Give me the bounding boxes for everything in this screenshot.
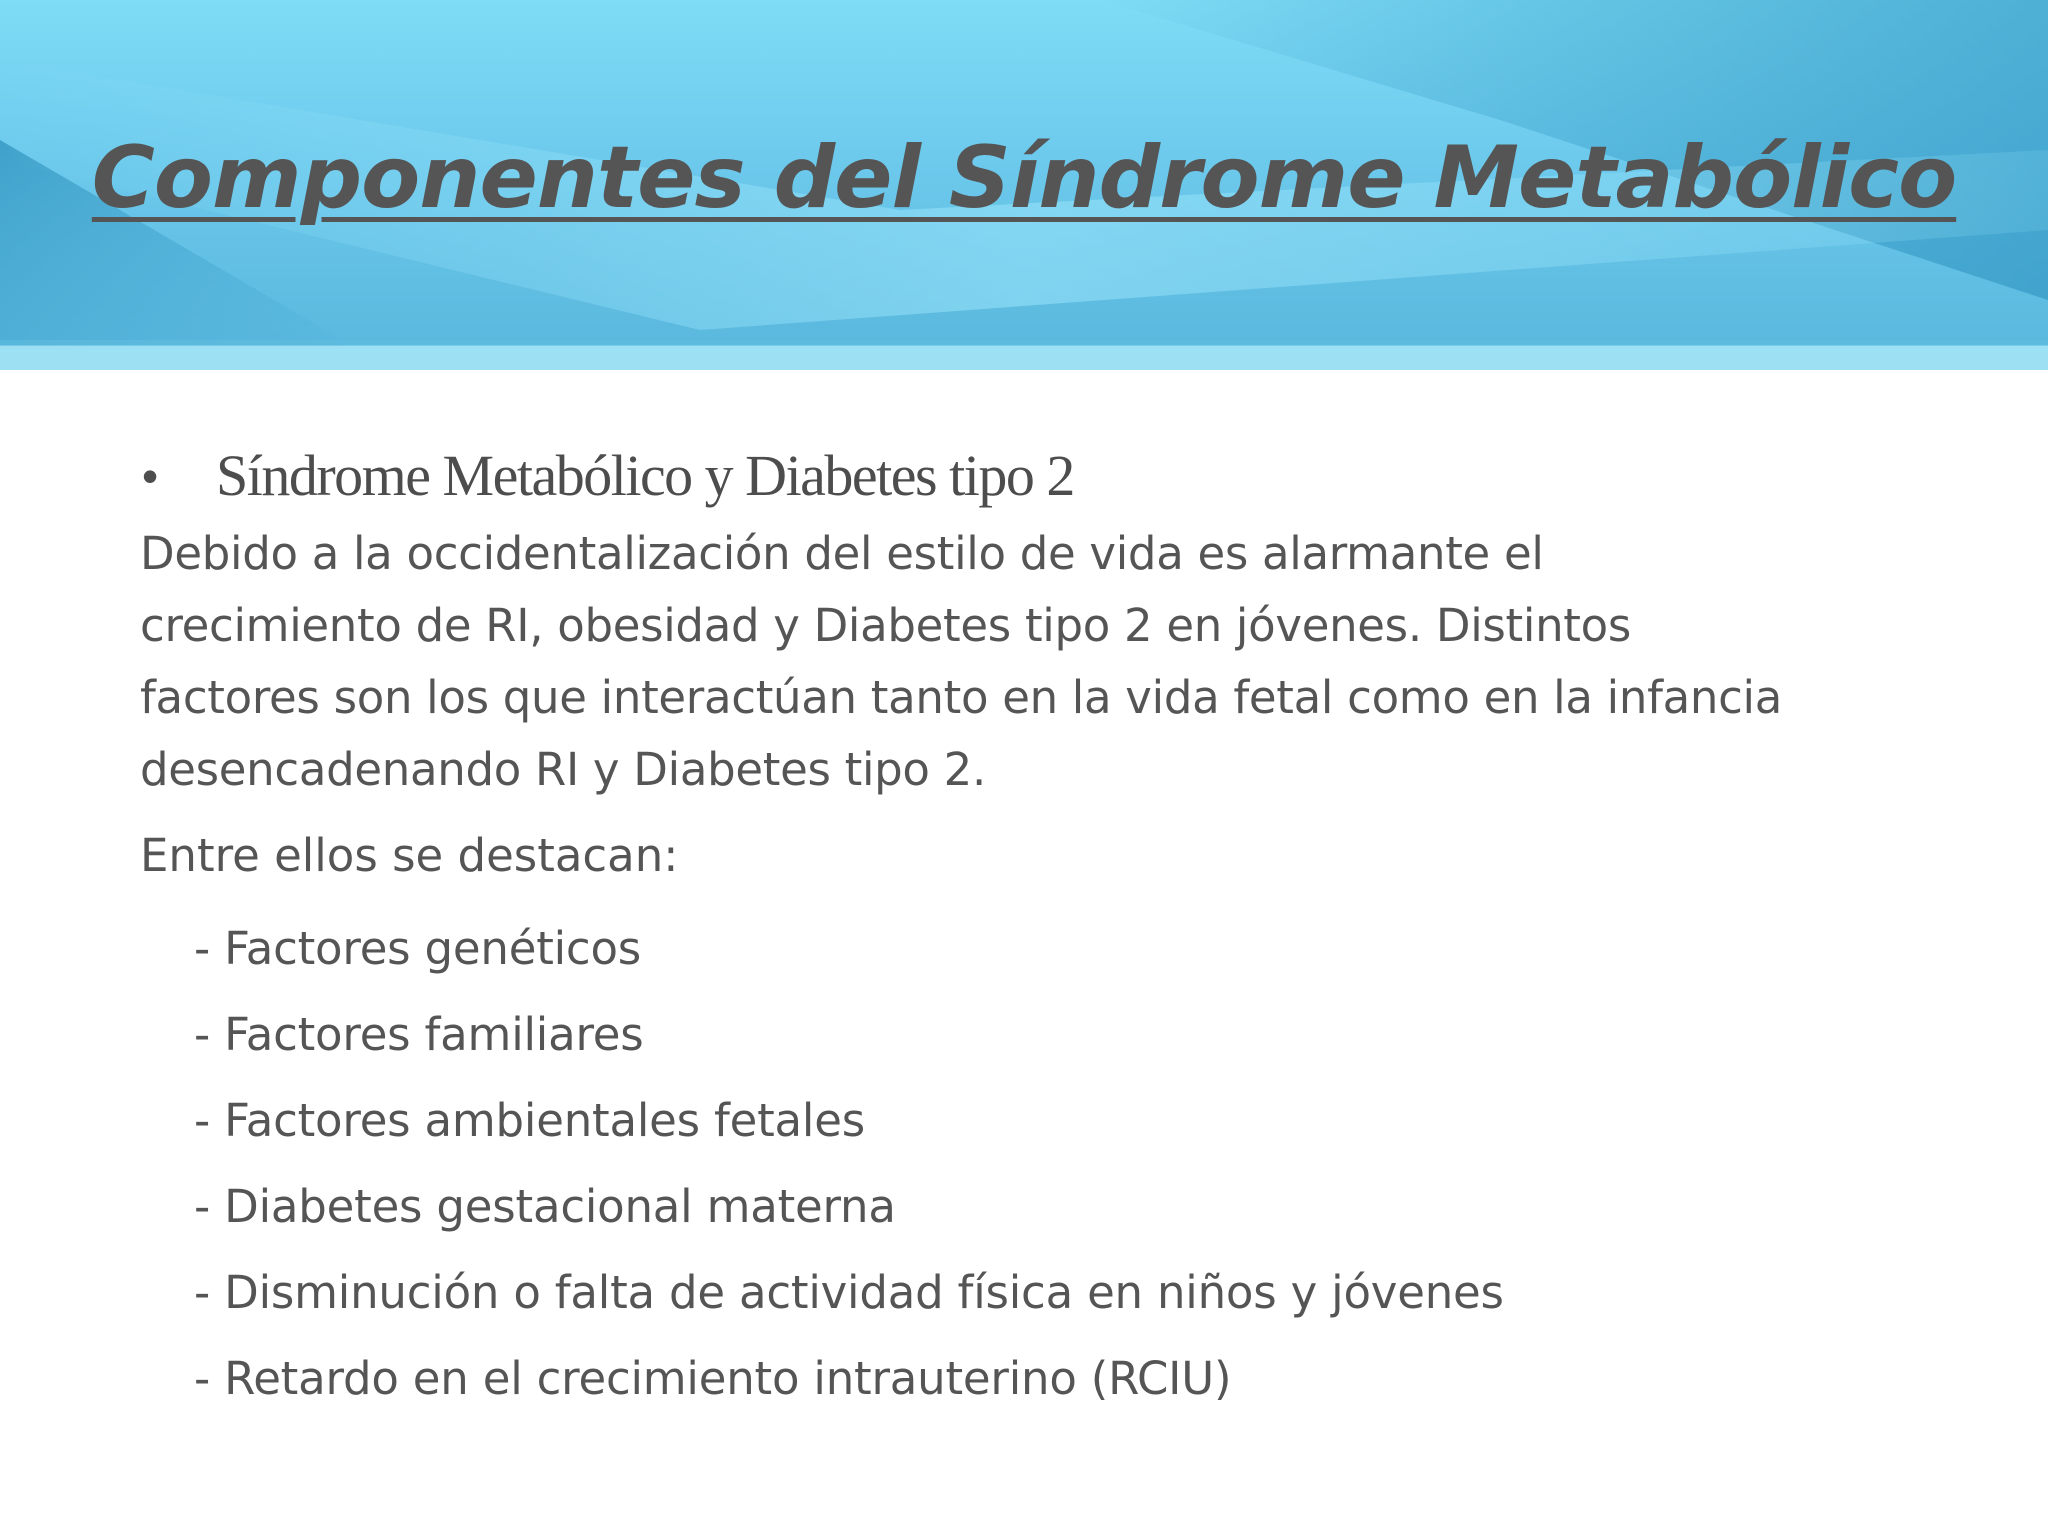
slide-title: Componentes del Síndrome Metabólico bbox=[91, 128, 1957, 228]
list-item: - Factores genéticos bbox=[194, 922, 642, 975]
header-band bbox=[0, 0, 2048, 370]
factors-intro: Entre ellos se destacan: bbox=[140, 829, 679, 882]
paragraph-line: desencadenando RI y Diabetes tipo 2. bbox=[140, 743, 987, 796]
paragraph-line: Debido a la occidentalización del estilo de vida es alarmante el bbox=[140, 527, 1544, 580]
subheading bbox=[140, 440, 1940, 512]
list-item: - Disminución o falta de actividad física en niños y jóvenes bbox=[194, 1266, 1504, 1319]
subheading-text: Síndrome Metabólico y Diabetes tipo 2 bbox=[216, 443, 1074, 508]
body-paragraph bbox=[140, 518, 1940, 806]
bullet-icon: • bbox=[142, 450, 157, 502]
slide-content bbox=[140, 440, 1940, 1422]
factor-list bbox=[140, 906, 1940, 1422]
list-item: - Factores familiares bbox=[194, 1008, 644, 1061]
list-item: - Retardo en el crecimiento intrauterino (RCIU) bbox=[194, 1352, 1232, 1405]
paragraph-line: crecimiento de RI, obesidad y Diabetes tipo 2 en jóvenes. Distintos bbox=[140, 599, 1632, 652]
list-item: - Factores ambientales fetales bbox=[194, 1094, 865, 1147]
list-item: - Diabetes gestacional materna bbox=[194, 1180, 896, 1233]
paragraph-line: factores son los que interactúan tanto en la vida fetal como en la infancia bbox=[140, 671, 1783, 724]
